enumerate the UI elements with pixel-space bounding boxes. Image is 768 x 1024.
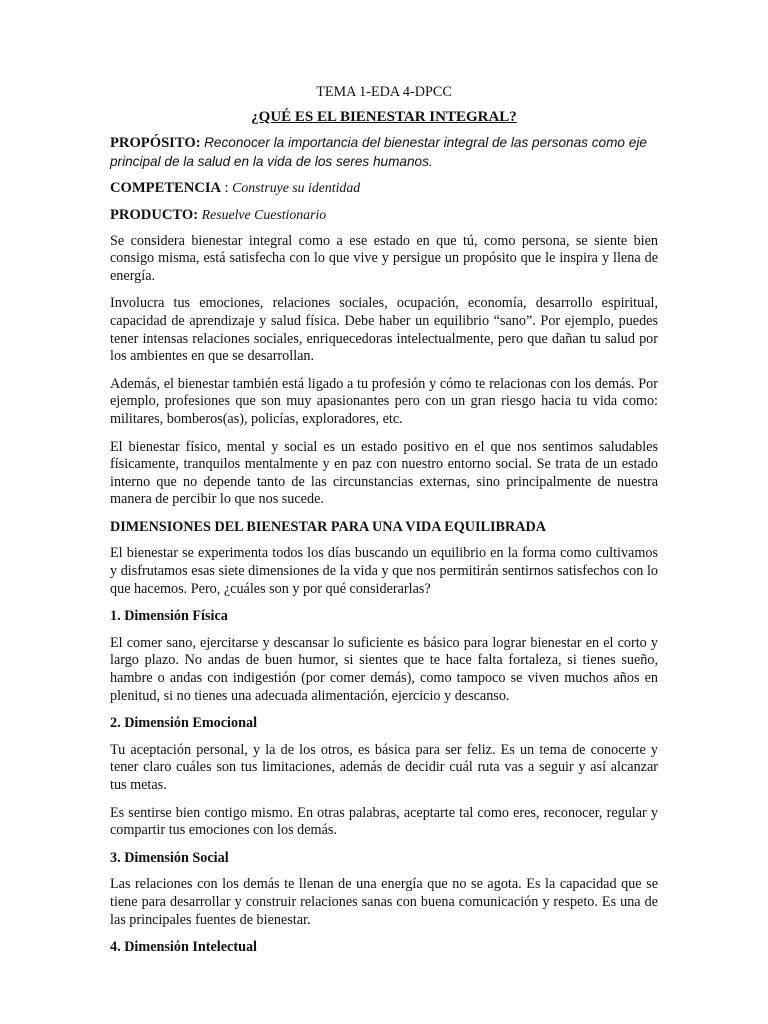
proposito-line <box>110 134 658 171</box>
dimension-heading: 3. Dimensión Social <box>110 849 229 866</box>
page-title: ¿QUÉ ES EL BIENESTAR INTEGRAL? <box>251 108 517 125</box>
intro-paragraph: Se considera bienestar integral como a ese estado en que tú, como persona, se siente bien consigo misma, está satisfecha con lo que vive y persigue un propósito que le inspira y llena de energía. <box>110 232 658 284</box>
intro-paragraph: Además, el bienestar también está ligado a tu profesión y cómo te relacionas con los demás. Por ejemplo, profesiones que son muy apasionantes pero con un gran riesgo hacia tu vida como: militares, bomberos(as), policías, exploradores, etc. <box>110 375 658 427</box>
competencia-text: Construye su identidad <box>232 180 361 196</box>
dimension-paragraph: Tu aceptación personal, y la de los otros, es básica para ser feliz. Es un tema de conocerte y tener claro cuáles son tus limitaciones, además de decidir cuál ruta vas a seguir y así alcanzar tus metas. <box>110 741 658 793</box>
dimension-paragraph: Las relaciones con los demás te llenan de una energía que no se agota. Es la capacidad que se tiene para desarrollar y construir relaciones sanas con buena comunicación y respeto. Es una de las principales fuentes de bienestar. <box>110 876 658 928</box>
intro-paragraph: El bienestar físico, mental y social es un estado positivo en el que nos sentimos saludables físicamente, tranquilos mentalmente y en paz con nuestro entorno social. Se trata de un estado interno que no depende tanto de las circunstancias externas, sino principalmente de nuestra manera de percibir lo que nos sucede. <box>110 438 658 508</box>
dimension-heading: 4. Dimensión Intelectual <box>110 939 257 956</box>
competencia-label: COMPETENCIA <box>110 180 222 197</box>
document-page <box>110 84 658 966</box>
producto-line <box>110 206 658 225</box>
document-header: TEMA 1-EDA 4-DPCC <box>316 84 452 100</box>
intro-paragraph: Involucra tus emociones, relaciones sociales, ocupación, economía, desarrollo espiritual, capacidad de aprendizaje y salud física. Debe haber un equilibrio “sano”. Por ejemplo, puedes tener intensas relaciones sociales, enriquecedoras intelectualmente, pero que dañan tu salud por los ambientes en que se desarrollan. <box>110 295 658 365</box>
dimensions-intro: El bienestar se experimenta todos los días buscando un equilibrio en la forma como cultivamos y disfrutamos esas siete dimensiones de la vida y que nos permitirán sentirnos satisfechos con lo que hacemos. Pero, ¿cuáles son y por qué considerarlas? <box>110 545 658 597</box>
competencia-separator: : <box>221 180 233 197</box>
dimension-paragraph: El comer sano, ejercitarse y descansar lo suficiente es básico para lograr bienestar en el corto y largo plazo. No andas de buen humor, si sientes que te hace falta fortaleza, si tienes sueño, hambre o andas con indigestión (por comer demás), como tampoco se viven muchos años en plenitud, si no tienes una adecuada alimentación, ejercicio y descanso. <box>110 634 658 704</box>
proposito-label: PROPÓSITO: <box>110 135 201 152</box>
dimension-heading: 1. Dimensión Física <box>110 608 228 625</box>
competencia-line <box>110 179 658 198</box>
dimension-paragraph: Es sentirse bien contigo mismo. En otras palabras, aceptarte tal como eres, reconocer, regular y compartir tus emociones con los demás. <box>110 804 658 839</box>
dimension-heading: 2. Dimensión Emocional <box>110 715 258 732</box>
producto-text: Resuelve Cuestionario <box>201 206 327 222</box>
producto-label: PRODUCTO: <box>110 206 199 223</box>
dimensions-heading: DIMENSIONES DEL BIENESTAR PARA UNA VIDA EQUILIBRADA <box>110 518 546 535</box>
proposito-text: Reconocer la importancia del bienestar integral de las personas como eje principal de la salud en la vida de los seres humanos. <box>110 135 647 169</box>
